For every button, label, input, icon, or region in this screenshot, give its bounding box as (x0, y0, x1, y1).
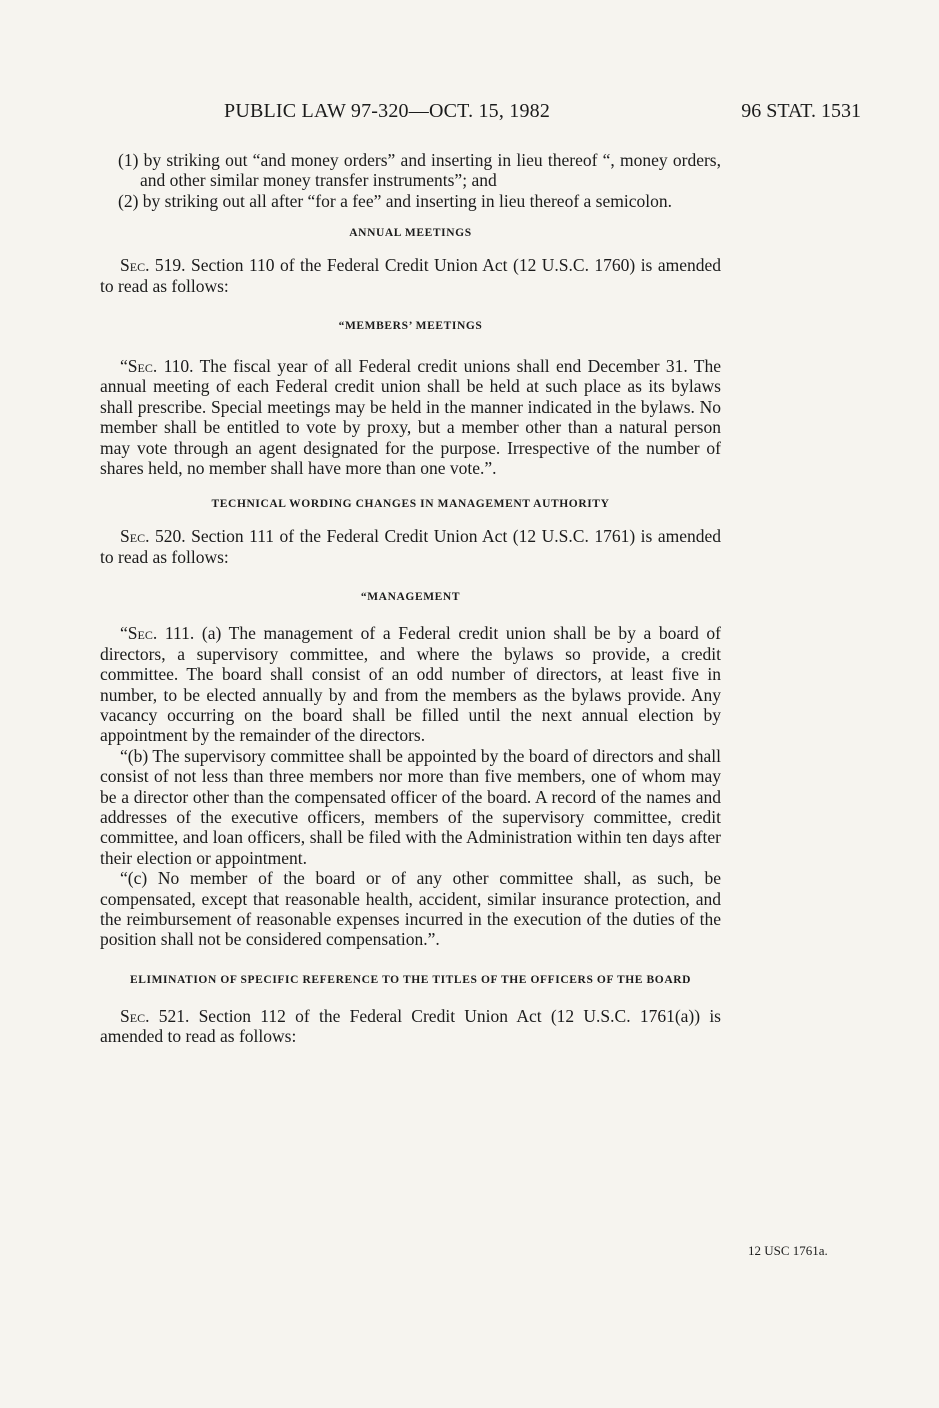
section-111a (100, 623, 721, 745)
section-111a-label: “Sec. (120, 623, 158, 644)
section-520 (100, 526, 721, 567)
body-text (100, 150, 721, 1047)
section-521-label: Sec. (120, 1005, 150, 1026)
section-111c: “(c) No member of the board or of any other committee shall, as such, be compensated, except that reasonable health, accident, similar insurance protection, and the reimbursement of reasonable expenses incurred in the execution of the duties of the position shall not be considered compensation.”. (100, 868, 721, 950)
section-521 (100, 1006, 721, 1047)
paragraph-item-1: (1) by striking out “and money orders” and inserting in lieu thereof “, money orders, and other similar money transfer instruments”; and (118, 150, 721, 191)
header-title: PUBLIC LAW 97-320—OCT. 15, 1982 (224, 100, 551, 122)
section-520-text: 520. Section 111 of the Federal Credit Union Act (12 U.S.C. 1761) is amended to read as follows: (100, 526, 721, 567)
heading-annual-meetings: ANNUAL MEETINGS (349, 227, 472, 240)
page-header (0, 100, 939, 130)
section-521-text: 521. Section 112 of the Federal Credit Union Act (12 U.S.C. 1761(a)) is amended to read as follows: (100, 1005, 721, 1047)
section-111b: “(b) The supervisory committee shall be appointed by the board of directors and shall consist of not less than three members nor more than five members, one of whom may be a director other than the compensated officer of the board. A record of the names and addresses of the executive officers, members of the supervisory committee, credit committee, and loan officers, shall be filed with the Administration within ten days after their election or appointment. (100, 745, 721, 868)
margin-note-usc: 12 USC 1761a. (748, 1243, 828, 1258)
section-519-text: 519. Section 110 of the Federal Credit Union Act (12 U.S.C. 1760) is amended to read as follows: (100, 255, 721, 296)
heading-management: “MANAGEMENT (360, 591, 461, 604)
paragraph-item-2: (2) by striking out all after “for a fee” and inserting in lieu thereof a semicolon. (118, 190, 672, 211)
section-110 (100, 356, 721, 478)
heading-members-meetings: “MEMBERS’ MEETINGS (338, 320, 483, 333)
header-stat-citation: 96 STAT. 1531 (741, 100, 861, 122)
heading-elimination: ELIMINATION OF SPECIFIC REFERENCE TO THE TITLES OF THE OFFICERS OF THE BOARD (129, 973, 692, 986)
section-110-label: “Sec. (120, 356, 158, 377)
section-111a-text: 111. (a) The management of a Federal credit union shall be by a board of directors, a supervisory committee, and where the bylaws so provide, a credit committee. The board shall consist of an odd number of directors, at least five in number, to be elected annually by and from the members as the bylaws provide. Any vacancy occurring on the board shall be filled until the next annual election by appointment by the remainder of the directors. (100, 623, 721, 746)
section-519-label: Sec. (120, 255, 150, 276)
section-519 (100, 255, 721, 296)
section-110-text: 110. The fiscal year of all Federal credit unions shall end December 31. The annual meeting of each Federal credit union shall be held at such place as its bylaws shall prescribe. Special meetings may be held in the manner indicated in the bylaws. No member shall be entitled to vote by proxy, but a member other than a natural person may vote through an agent designated for the purpose. Irrespective of the number of shares held, no member shall have more than one vote.”. (100, 356, 721, 479)
heading-technical-wording: TECHNICAL WORDING CHANGES IN MANAGEMENT AUTHORITY (211, 498, 610, 511)
section-520-label: Sec. (120, 526, 150, 547)
